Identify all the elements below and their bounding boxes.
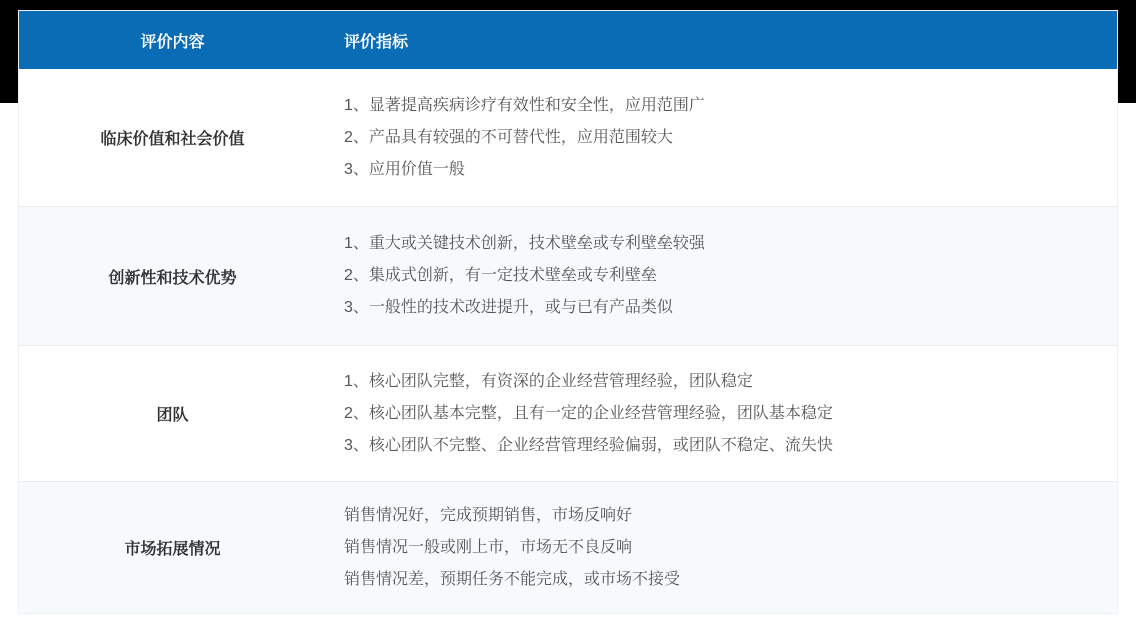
row-indicators — [326, 500, 1117, 596]
evaluation-criteria-table — [18, 10, 1118, 614]
table-row-innovation-tech-advantage — [19, 206, 1117, 345]
table-row-clinical-social-value — [19, 69, 1117, 206]
indicator-line: 1、显著提高疾病诊疗有效性和安全性，应用范围广 — [344, 96, 705, 114]
indicator-line: 销售情况一般或刚上市，市场无不良反响 — [344, 538, 633, 556]
row-label: 临床价值和社会价值 — [100, 131, 245, 148]
indicator-line: 2、集成式创新，有一定技术壁垒或专利壁垒 — [344, 267, 657, 284]
indicator-line: 销售情况好，完成预期销售，市场反响好 — [344, 506, 633, 524]
table-row-team — [19, 345, 1117, 481]
header-cell-evaluation-content: 评价内容 — [140, 33, 205, 51]
table-header-row — [19, 11, 1117, 69]
indicator-line: 3、核心团队不完整、企业经营管理经验偏弱，或团队不稳定、流失快 — [344, 436, 833, 454]
row-label: 创新性和技术优势 — [108, 269, 237, 287]
indicator-line: 1、重大或关键技术创新，技术壁垒或专利壁垒较强 — [344, 235, 705, 252]
indicator-line: 1、核心团队完整，有资深的企业经营管理经验，团队稳定 — [344, 372, 753, 390]
indicator-line: 3、一般性的技术改进提升，或与已有产品类似 — [344, 299, 673, 316]
row-indicators — [326, 228, 1117, 324]
indicator-line: 3、应用价值一般 — [344, 160, 465, 178]
row-indicators — [326, 90, 1117, 186]
indicator-line: 2、核心团队基本完整，且有一定的企业经营管理经验，团队基本稳定 — [344, 404, 833, 422]
row-label: 团队 — [156, 407, 189, 424]
table-row-market-expansion — [19, 481, 1117, 613]
indicator-line: 2、产品具有较强的不可替代性，应用范围较大 — [344, 128, 673, 146]
indicator-line: 销售情况差，预期任务不能完成，或市场不接受 — [344, 570, 681, 588]
header-cell-evaluation-indicator: 评价指标 — [344, 33, 409, 51]
row-label: 市场拓展情况 — [124, 541, 221, 558]
row-indicators — [326, 366, 1117, 462]
